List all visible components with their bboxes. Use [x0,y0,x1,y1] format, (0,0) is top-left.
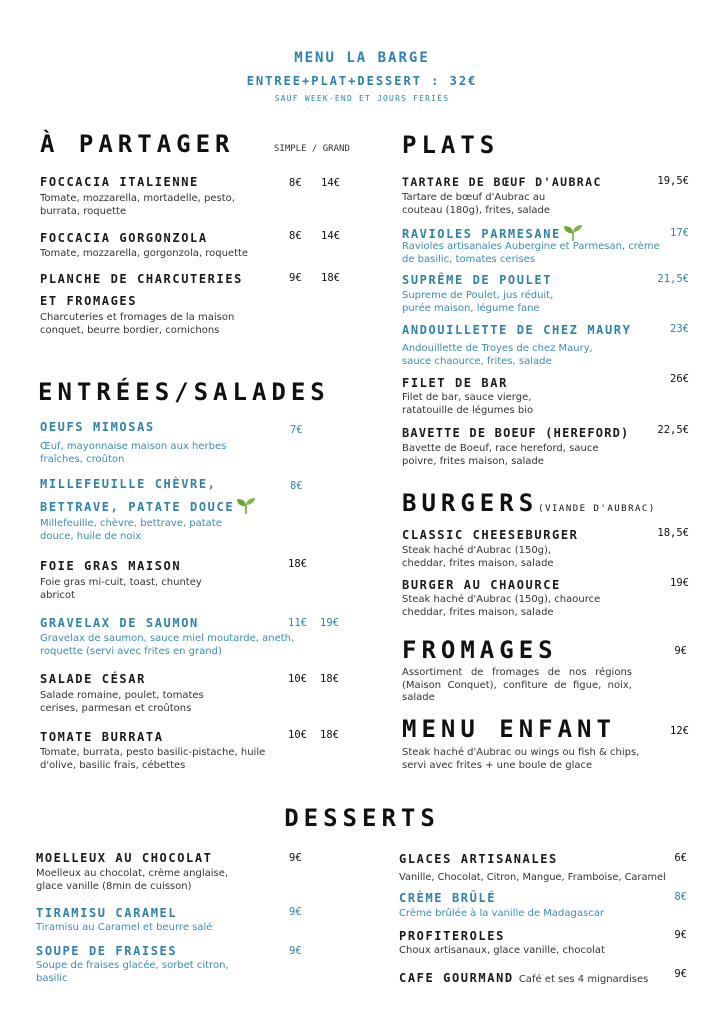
item-name: GRAVELAX DE SAUMON [40,616,199,630]
size-labels: SIMPLE / GRAND [274,144,350,154]
item-name-text: RAVIOLES PARMESANE [402,227,561,241]
item-description: Charcuteries et fromages de la maison conquet, beurre bordier, cornichons [40,312,235,336]
item-name-line2: ET FROMAGES [40,294,138,308]
section-title-enfant: MENU ENFANT [402,715,616,743]
item-description: Filet de bar, sauce vierge, ratatouille de légumes bio [402,392,534,416]
item-price: 8€ [290,480,303,492]
item-price-simple: 8€ [289,230,302,242]
item-name: FOIE GRAS MAISON [40,559,182,573]
item-price-grand: 18€ [320,673,339,685]
item-name: CLASSIC CHEESEBURGER [402,528,579,542]
item-description: Supreme de Poulet, jus réduit, purée maison, légume fane [402,290,554,314]
item-description: Tomate, burrata, pesto basilic-pistache, huile d'olive, basilic frais, cébettes [40,747,266,771]
item-name: TIRAMISU CARAMEL [36,906,178,920]
item-name: FILET DE BAR [402,376,508,390]
item-description: Ravioles artisanales Aubergine et Parmesan, crème de basilic, tomates cerises [402,241,660,265]
leaf-icon [236,498,256,517]
section-title-desserts: DESSERTS [284,804,440,832]
item-name: BURGER AU CHAOURCE [402,578,561,592]
section-title-partager: À PARTAGER [40,130,235,158]
item-price-grand: 18€ [321,272,340,284]
item-name-line2-text: BETTRAVE, PATATE DOUCE [40,500,235,514]
item-price: 8€ [674,891,687,903]
enfant-description: Steak haché d'Aubrac ou wings ou fish & chips, servi avec frites + une boule de glace [402,747,640,771]
item-price-grand: 14€ [321,230,340,242]
item-description: Gravelax de saumon, sauce miel moutarde, aneth, roquette (servi avec frites en grand) [40,633,295,657]
item-description: Foie gras mi-cuit, toast, chuntey abricot [40,577,202,601]
item-name: FOCCACIA GORGONZOLA [40,231,208,245]
item-name: OEUFS MIMOSAS [40,420,155,434]
item-name: ANDOUILLETTE DE CHEZ MAURY [402,323,632,337]
item-description: Salade romaine, poulet, tomates cerises, parmesan et croûtons [40,690,204,714]
item-description: Steak haché d'Aubrac (150g), cheddar, frites maison, salade [402,545,554,569]
burgers-subtitle: (VIANDE D'AUBRAC) [538,504,656,514]
menu-formula: ENTREE+PLAT+DESSERT : 32€ [246,74,478,88]
item-name: SALADE CÉSAR [40,672,146,686]
section-title-plats: PLATS [402,131,500,159]
item-description: Moelleux au chocolat, crème anglaise, glace vanille (8min de cuisson) [36,868,229,892]
item-price-simple: 8€ [289,177,302,189]
fromages-description: Assortiment de fromages de nos régions (Maison Conquet), confiture de figue, noix, salade [402,667,632,703]
item-price-simple: 9€ [289,272,302,284]
item-price: 21,5€ [657,273,689,285]
item-description: Bavette de Boeuf, race hereford, sauce poivre, frites maison, salade [402,443,599,467]
item-price-simple: 10€ [288,673,307,685]
item-price: 19€ [670,577,689,589]
item-description: Tomate, mozzarella, gorgonzola, roquette [40,248,249,259]
item-description: Vanille, Chocolat, Citron, Mangue, Framboise, Caramel [399,872,666,883]
item-price: 26€ [670,373,689,385]
item-price: 18€ [288,558,307,570]
item-price: 22,5€ [657,424,689,436]
item-description: Soupe de fraises glacée, sorbet citron, basilic [36,960,229,984]
item-description: Tomate, mozzarella, mortadelle, pesto, burrata, roquette [40,193,235,217]
item-description: Tiramisu au Caramel et beurre salé [36,922,213,933]
item-price: 23€ [670,323,689,335]
item-name: CAFE GOURMAND [399,971,514,985]
item-name: PROFITEROLES [399,929,505,943]
fromages-price: 9€ [674,645,687,657]
section-title-burgers [402,489,656,517]
item-name: BAVETTE DE BOEUF (HEREFORD) [402,426,630,440]
item-name: FOCCACIA ITALIENNE [40,175,199,189]
item-price: 7€ [290,424,303,436]
item-price-grand: 18€ [320,729,339,741]
item-price: 9€ [289,906,302,918]
item-price: 9€ [674,929,687,941]
burgers-title-text: BURGERS [402,489,539,517]
item-price: 9€ [289,852,302,864]
item-name: TOMATE BURRATA [40,730,164,744]
item-price-simple: 10€ [288,729,307,741]
item-description: Millefeuille, chèvre, bettrave, patate douce, huile de noix [40,518,222,542]
item-name: PLANCHE DE CHARCUTERIES [40,272,243,286]
item-description: Andouillette de Troyes de chez Maury, sauce chaource, frites, salade [402,343,593,367]
item-description: Crème brûlée à la vanille de Madagascar [399,908,604,919]
cafe-gourmand-row [399,967,648,987]
item-name: GLACES ARTISANALES [399,852,558,866]
item-description: Steak haché d'Aubrac (150g), chaource cheddar, frites maison, salade [402,594,601,618]
item-description: Café et ses 4 mignardises [518,974,649,985]
item-price: 19,5€ [657,175,689,187]
item-description: Œuf, mayonnaise maison aux herbes fraîches, croûton [40,441,227,465]
item-name-line2 [40,498,256,517]
item-price: 18,5€ [657,527,689,539]
item-name: MOELLEUX AU CHOCOLAT [36,851,213,865]
item-description: Choux artisanaux, glace vanille, chocolat [399,945,605,956]
item-price: 9€ [289,945,302,957]
menu-title: MENU LA BARGE [294,50,430,66]
item-name: SUPRÊME DE POULET [402,273,553,287]
item-price: 6€ [674,852,687,864]
item-name: MILLEFEUILLE CHÈVRE, [40,477,217,491]
item-name: CRÈME BRÛLÉ [399,891,497,905]
item-name: SOUPE DE FRAISES [36,944,178,958]
enfant-price: 12€ [670,725,689,737]
item-name: TARTARE DE BŒUF D'AUBRAC [402,175,602,189]
item-description: Tartare de bœuf d'Aubrac au couteau (180g), frites, salade [402,192,551,216]
item-price: 17€ [670,227,689,239]
item-price-grand: 19€ [320,617,339,629]
section-title-fromages: FROMAGES [402,636,558,664]
item-price-simple: 11€ [288,617,307,629]
item-price: 9€ [674,968,687,980]
section-title-entrees: ENTRÉES/SALADES [38,378,330,406]
item-price-grand: 14€ [321,177,340,189]
menu-formula-note: SAUF WEEK-END ET JOURS FERIÉS [274,94,450,103]
